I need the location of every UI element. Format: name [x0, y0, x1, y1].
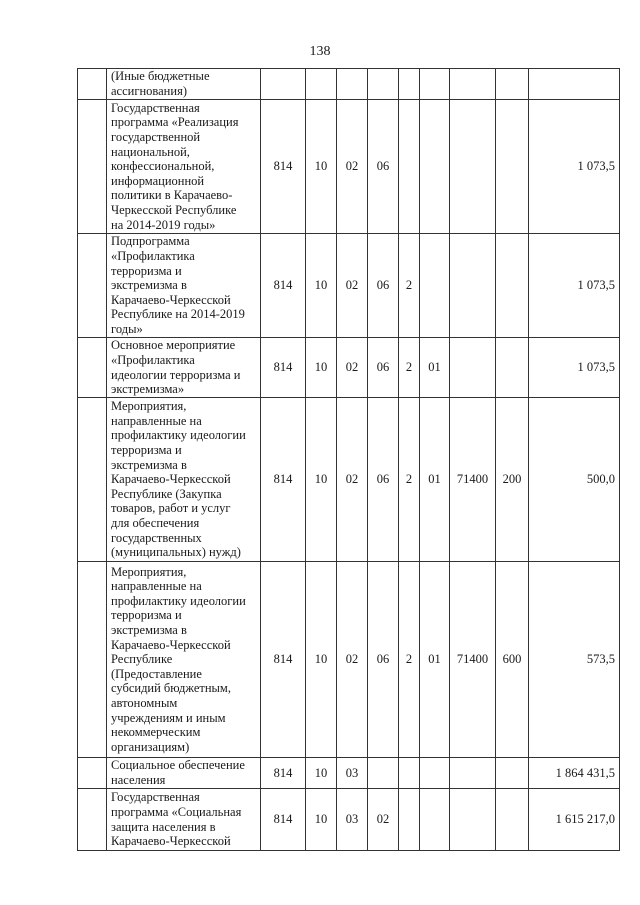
row-name: Мероприятия, направленные на профилактику идеологии терроризма и экстремизма в Карачаево-Черкесской Республике (Закупка товаров, работ и услуг для обеспечения государственных (муниципальных) нужд) — [111, 399, 246, 560]
sum-cell: 1 615 217,0 — [529, 789, 620, 851]
row-name-cell — [107, 69, 261, 100]
table-row — [78, 234, 620, 338]
budget-table — [77, 68, 620, 851]
gr-cell — [261, 69, 306, 100]
row-name: Государственная программа «Реализация государственной национальной, конфессиональной, информационной политики в Карачаево- Черкесской Республике на 2014-2019 годы» — [111, 100, 239, 232]
table-row — [78, 338, 620, 398]
direction-code-cell — [450, 100, 496, 234]
vr-cell — [496, 69, 529, 100]
subprogram-cell: 2 — [399, 562, 420, 758]
table-row — [78, 398, 620, 562]
sum-cell: 573,5 — [529, 562, 620, 758]
rz-cell: 10 — [306, 789, 337, 851]
direction-code-cell: 71400 — [450, 398, 496, 562]
measure-cell — [420, 100, 450, 234]
gr-cell: 814 — [261, 789, 306, 851]
row-name-cell — [107, 234, 261, 338]
pr-cell: 02 — [337, 338, 368, 398]
sum-cell: 1 073,5 — [529, 100, 620, 234]
pr-cell: 03 — [337, 758, 368, 789]
direction-code-cell — [450, 758, 496, 789]
pr-cell — [337, 69, 368, 100]
vr-cell — [496, 758, 529, 789]
subprogram-cell — [399, 69, 420, 100]
rz-cell — [306, 69, 337, 100]
row-name-cell — [107, 100, 261, 234]
gr-cell: 814 — [261, 562, 306, 758]
gr-cell: 814 — [261, 234, 306, 338]
program-cell — [368, 69, 399, 100]
program-cell: 02 — [368, 789, 399, 851]
row-name-cell — [107, 562, 261, 758]
subprogram-cell — [399, 758, 420, 789]
pr-cell: 02 — [337, 100, 368, 234]
gr-cell: 814 — [261, 338, 306, 398]
blank-cell — [78, 758, 107, 789]
program-cell — [368, 758, 399, 789]
page-number: 138 — [309, 44, 331, 59]
vr-cell — [496, 234, 529, 338]
row-name: Государственная программа «Социальная защита населения в Карачаево-Черкесской — [111, 790, 242, 849]
row-name: Социальное обеспечение населения — [111, 758, 245, 787]
subprogram-cell: 2 — [399, 234, 420, 338]
program-cell: 06 — [368, 338, 399, 398]
subprogram-cell: 2 — [399, 338, 420, 398]
subprogram-cell — [399, 789, 420, 851]
row-name: Подпрограмма «Профилактика терроризма и экстремизма в Карачаево-Черкесской Республике на 2014-2019 годы» — [111, 234, 245, 336]
blank-cell — [78, 69, 107, 100]
sum-cell: 1 864 431,5 — [529, 758, 620, 789]
gr-cell: 814 — [261, 100, 306, 234]
vr-cell: 200 — [496, 398, 529, 562]
row-name-cell — [107, 758, 261, 789]
measure-cell: 01 — [420, 562, 450, 758]
rz-cell: 10 — [306, 562, 337, 758]
measure-cell — [420, 789, 450, 851]
direction-code-cell — [450, 789, 496, 851]
blank-cell — [78, 562, 107, 758]
rz-cell: 10 — [306, 100, 337, 234]
measure-cell — [420, 758, 450, 789]
table-row — [78, 789, 620, 851]
rz-cell: 10 — [306, 234, 337, 338]
row-name-cell — [107, 398, 261, 562]
program-cell: 06 — [368, 398, 399, 562]
pr-cell: 03 — [337, 789, 368, 851]
table-row — [78, 758, 620, 789]
row-name-cell — [107, 789, 261, 851]
rz-cell: 10 — [306, 758, 337, 789]
sum-cell — [529, 69, 620, 100]
blank-cell — [78, 398, 107, 562]
vr-cell: 600 — [496, 562, 529, 758]
blank-cell — [78, 789, 107, 851]
vr-cell — [496, 338, 529, 398]
table-row — [78, 100, 620, 234]
sum-cell: 500,0 — [529, 398, 620, 562]
direction-code-cell — [450, 69, 496, 100]
subprogram-cell: 2 — [399, 398, 420, 562]
gr-cell: 814 — [261, 398, 306, 562]
program-cell: 06 — [368, 100, 399, 234]
measure-cell: 01 — [420, 338, 450, 398]
blank-cell — [78, 100, 107, 234]
vr-cell — [496, 789, 529, 851]
vr-cell — [496, 100, 529, 234]
direction-code-cell — [450, 338, 496, 398]
gr-cell: 814 — [261, 758, 306, 789]
blank-cell — [78, 234, 107, 338]
sum-cell: 1 073,5 — [529, 234, 620, 338]
row-name-cell — [107, 338, 261, 398]
row-name: Мероприятия, направленные на профилактику идеологии терроризма и экстремизма в Карачаево-Черкесской Республике (Предоставление субсидий бюджетным, автономным учреждениям и иным некоммерческим организациям) — [111, 564, 246, 754]
table-row — [78, 562, 620, 758]
measure-cell — [420, 69, 450, 100]
direction-code-cell: 71400 — [450, 562, 496, 758]
program-cell: 06 — [368, 234, 399, 338]
subprogram-cell — [399, 100, 420, 234]
pr-cell: 02 — [337, 562, 368, 758]
rz-cell: 10 — [306, 338, 337, 398]
table-row — [78, 69, 620, 100]
program-cell: 06 — [368, 562, 399, 758]
pr-cell: 02 — [337, 234, 368, 338]
blank-cell — [78, 338, 107, 398]
direction-code-cell — [450, 234, 496, 338]
row-name: (Иные бюджетные ассигнования) — [111, 69, 210, 98]
pr-cell: 02 — [337, 398, 368, 562]
row-name: Основное мероприятие «Профилактика идеологии терроризма и экстремизма» — [111, 338, 241, 397]
sum-cell: 1 073,5 — [529, 338, 620, 398]
measure-cell: 01 — [420, 398, 450, 562]
rz-cell: 10 — [306, 398, 337, 562]
measure-cell — [420, 234, 450, 338]
